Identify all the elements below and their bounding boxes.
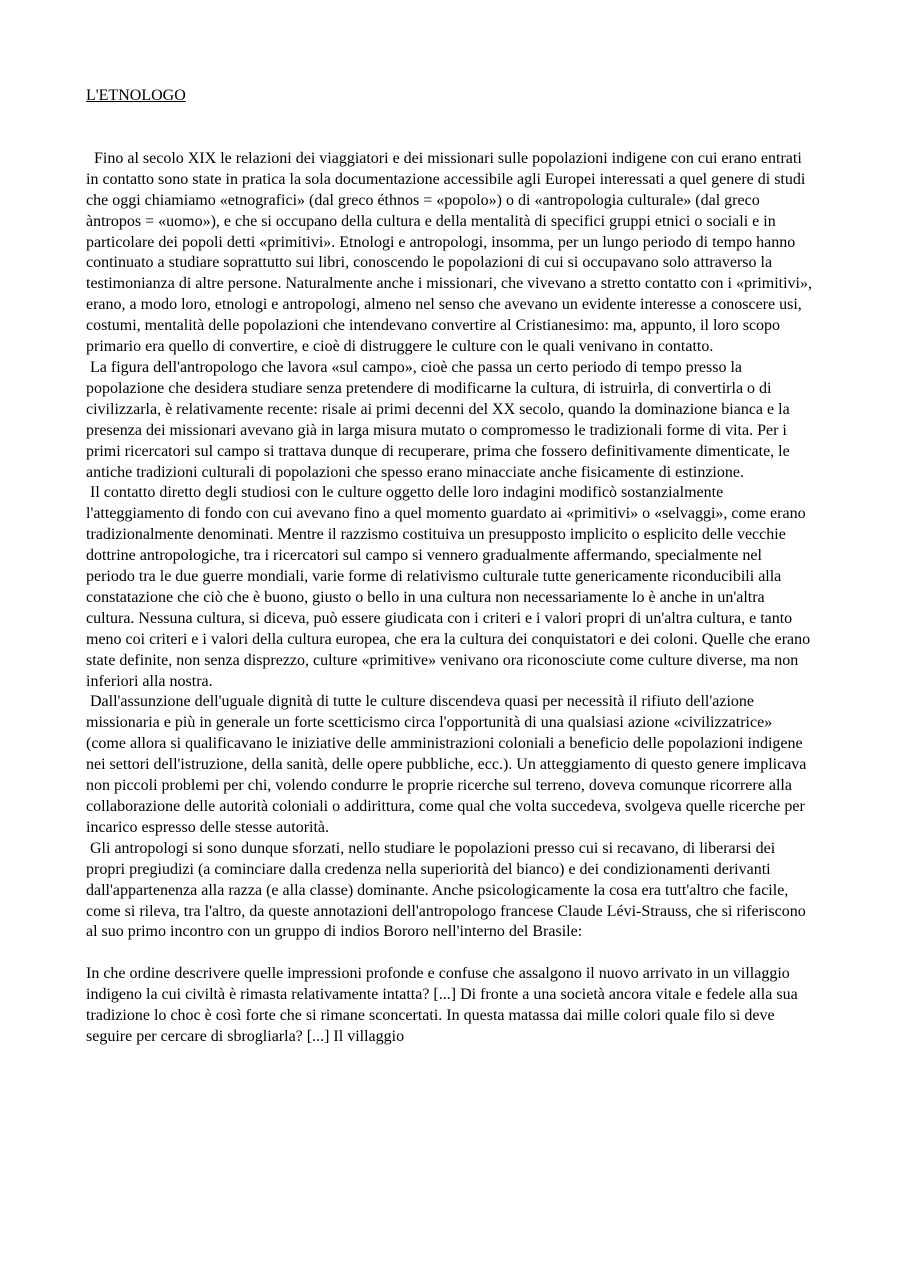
paragraph-3: Il contatto diretto degli studiosi con le culture oggetto delle loro indagini modificò sostanzialmente l'atteggiamento di fondo con cui avevano fino a quel momento guardato ai «primitivi» o «selvaggi», come erano tradizionalmente denominati. Mentre il razzismo costituiva un presupposto implicito o esplicito delle vecchie dottrine antropologiche, tra i ricercatori sul campo si vennero gradualmente affermando, specialmente nel periodo tra le due guerre mondiali, varie forme di relativismo culturale tutte genericamente riconducibili alla constatazione che ciò che è buono, giusto o bello in una cultura non necessariamente lo è anche in un'altra cultura. Nessuna cultura, si diceva, può essere giudicata con i criteri e i valori propri di un'altra cultura, e tanto meno coi criteri e i valori della cultura europea, che era la cultura dei conquistatori e dei coloni. Quelle che erano state definite, non senza disprezzo, culture «primitive» venivano ora riconosciute come culture diverse, ma non inferiori alla nostra. [86, 484, 811, 690]
paragraph-4: Dall'assunzione dell'uguale dignità di tutte le culture discendeva quasi per necessità il rifiuto dell'azione missionaria e più in generale un forte scetticismo circa l'opportunità di una qualsiasi azione «civilizzatrice» (come allora si qualificavano le iniziative delle amministrazioni coloniali a beneficio delle popolazioni indigene nei settori dell'istruzione, della sanità, delle opere pubbliche, ecc.). Un atteggiamento di questo genere implicava non piccoli problemi per chi, volendo condurre le proprie ricerche sul terreno, doveva comunque ricorrere alla collaborazione delle autorità coloniali o addirittura, come qual che volta succedeva, svolgeva quelle ricerche per incarico espresso delle stesse autorità. [86, 693, 807, 836]
quotation-paragraph: In che ordine descrivere quelle impressioni profonde e confuse che assalgono il nuovo arrivato in un villaggio indigeno la cui civiltà è rimasta relativamente intatta? [...] Di fronte a una società ancora vitale e fedele alla sua tradizione lo choc è così forte che si rimane sconcertati. In questa matassa dai mille colori quale filo si deve seguire per cercare di sbrogliarla? [...] Il villaggio [86, 965, 798, 1046]
document-page [86, 86, 814, 1048]
title-spacer [86, 107, 814, 149]
quote-spacer [86, 943, 814, 964]
paragraph-5: Gli antropologi si sono dunque sforzati, nello studiare le popolazioni presso cui si recavano, di liberarsi dei propri pregiudizi (a cominciare dalla credenza nella superiorità del bianco) e dei condizionamenti derivanti dall'appartenenza alla razza (e alla classe) dominante. Anche psicologicamente la cosa era tutt'altro che facile, come si rileva, tra l'altro, da queste annotazioni dell'antropologo francese Claude Lévi-Strauss, che si riferiscono al suo primo incontro con un gruppo di indios Bororo nell'interno del Brasile: [86, 839, 806, 941]
paragraph-2: La figura dell'antropologo che lavora «sul campo», cioè che passa un certo periodo di tempo presso la popolazione che desidera studiare senza pretendere di modificarne la cultura, di istruirla, di convertirla o di civilizzarla, è relativamente recente: risale ai primi decenni del XX secolo, quando la dominazione bianca e la presenza dei missionari avevano già in larga misura mutato o compromesso le tradizionali forme di vita. Per i primi ricercatori sul campo si trattava dunque di recuperare, prima che fossero definitivamente dimenticate, le antiche tradizioni culturali di popolazioni che spesso erano minacciate anche fisicamente di estinzione. [86, 358, 790, 481]
document-title: L'ETNOLOGO [86, 87, 186, 104]
paragraph-1: Fino al secolo XIX le relazioni dei viaggiatori e dei missionari sulle popolazioni indigene con cui erano entrati in contatto sono state in pratica la sola documentazione accessibile agli Europei interessati a quel genere di studi che oggi chiamiamo «etnografici» (dal greco éthnos = «popolo») o di «antropologia culturale» (dal greco àntropos = «uomo»), e che si occupano della cultura e della mentalità di specifici gruppi etnici o sociali e in particolare dei popoli detti «primitivi». Etnologi e antropologi, insomma, per un lungo periodo di tempo hanno continuato a studiare soprattutto sui libri, conoscendo le popolazioni di cui si occupavano solo attraverso la testimonianza di altre persone. Naturalmente anche i missionari, che vivevano a stretto contatto con i «primitivi», erano, a modo loro, etnologi e antropologi, almeno nel senso che avevano un evidente interesse a conoscere usi, costumi, mentalità delle popolazioni che intendevano convertire al Cristianesimo: ma, appunto, il loro scopo primario era quello di convertire, e cioè di distruggere le culture con le quali venivano in contatto. [86, 149, 812, 356]
